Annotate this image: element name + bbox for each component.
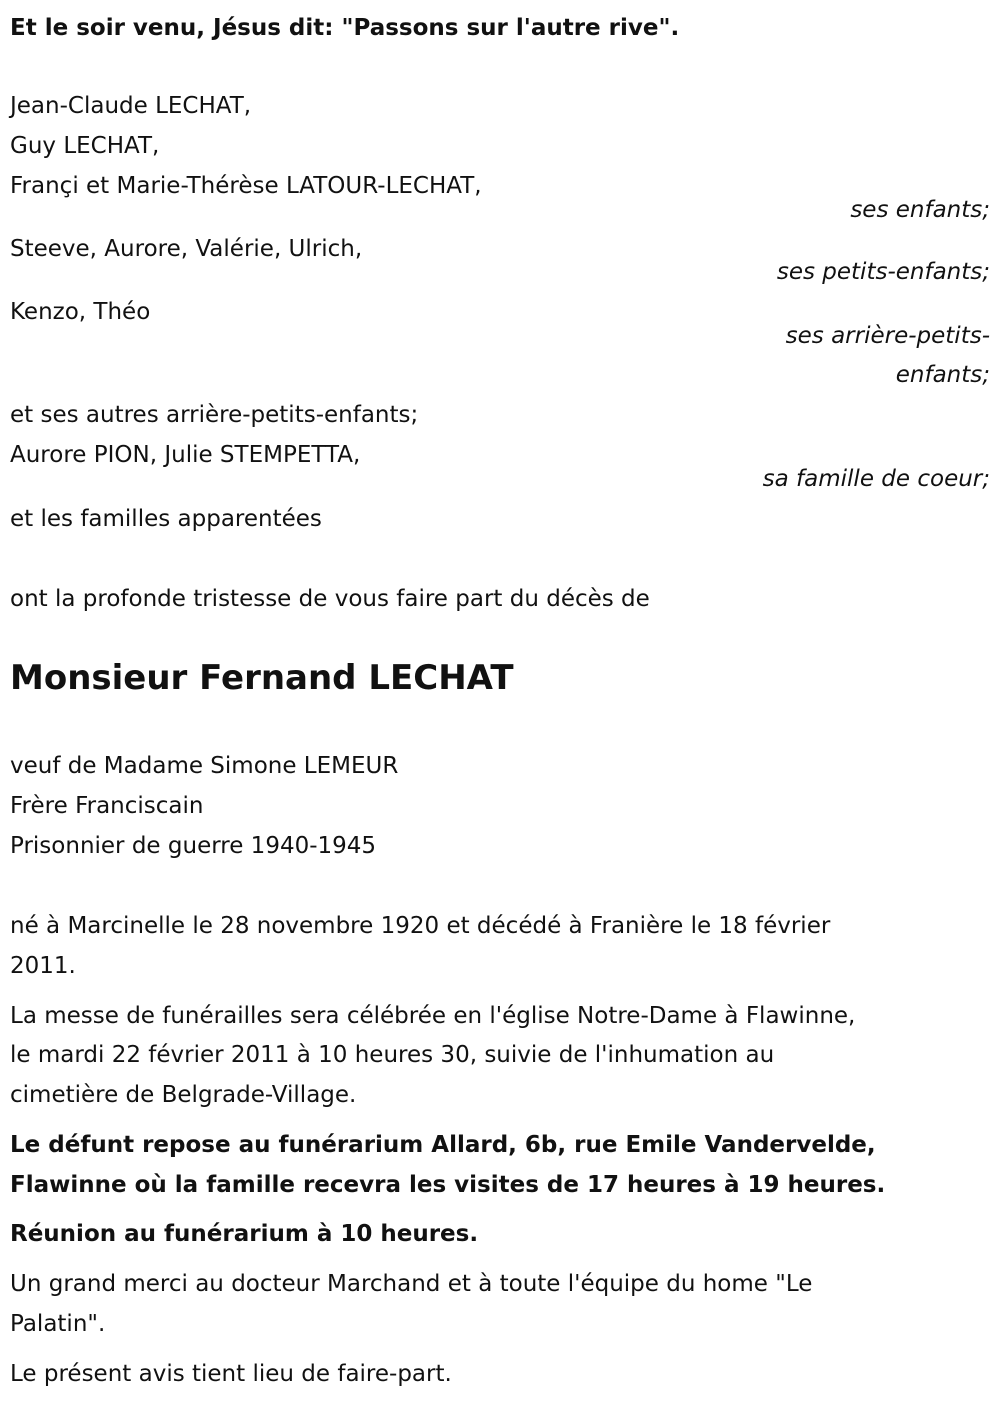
birth-death-line: 2011.: [10, 953, 76, 979]
visitation-line: Le défunt repose au funérarium Allard, 6b, rue Emile Vandervelde,: [10, 1132, 876, 1158]
detail-line: Prisonnier de guerre 1940-1945: [10, 833, 377, 859]
announcement: ont la profonde tristesse de vous faire part du décès de: [10, 586, 650, 612]
relation-label: ses petits-enfants;: [776, 259, 990, 285]
meeting-line: Réunion au funérarium à 10 heures.: [10, 1221, 479, 1247]
related-families: et les familles apparentées: [10, 506, 322, 532]
grandchildren-names: Steeve, Aurore, Valérie, Ulrich,: [10, 236, 363, 262]
child-name: Jean-Claude LECHAT,: [10, 93, 252, 119]
deceased-name: Monsieur Fernand LECHAT: [10, 658, 514, 698]
visitation-line: Flawinne où la famille recevra les visites de 17 heures à 19 heures.: [10, 1172, 886, 1198]
detail-line: Frère Franciscain: [10, 793, 204, 819]
relation-label: ses arrière-petits-: [785, 323, 990, 349]
thanks-line: Un grand merci au docteur Marchand et à toute l'équipe du home "Le: [10, 1271, 813, 1297]
great-grandchildren-names: Kenzo, Théo: [10, 299, 151, 325]
relation-label: sa famille de coeur;: [762, 466, 990, 492]
relation-label: ses enfants;: [850, 197, 990, 223]
mass-line: La messe de funérailles sera célébrée en l'église Notre-Dame à Flawinne,: [10, 1003, 856, 1029]
relation-label: enfants;: [895, 362, 990, 388]
mass-line: le mardi 22 février 2011 à 10 heures 30, suivie de l'inhumation au: [10, 1042, 775, 1068]
heart-family-names: Aurore PION, Julie STEMPETTA,: [10, 442, 361, 468]
epigraph: Et le soir venu, Jésus dit: "Passons sur l'autre rive".: [10, 15, 680, 41]
closing-line: Le présent avis tient lieu de faire-part.: [10, 1361, 452, 1387]
mass-line: cimetière de Belgrade-Village.: [10, 1082, 357, 1108]
other-great-grandchildren: et ses autres arrière-petits-enfants;: [10, 402, 419, 428]
detail-line: veuf de Madame Simone LEMEUR: [10, 753, 399, 779]
child-name: Guy LECHAT,: [10, 133, 160, 159]
thanks-line: Palatin".: [10, 1311, 106, 1337]
birth-death-line: né à Marcinelle le 28 novembre 1920 et décédé à Franière le 18 février: [10, 913, 831, 939]
child-name: Françi et Marie-Thérèse LATOUR-LECHAT,: [10, 173, 482, 199]
